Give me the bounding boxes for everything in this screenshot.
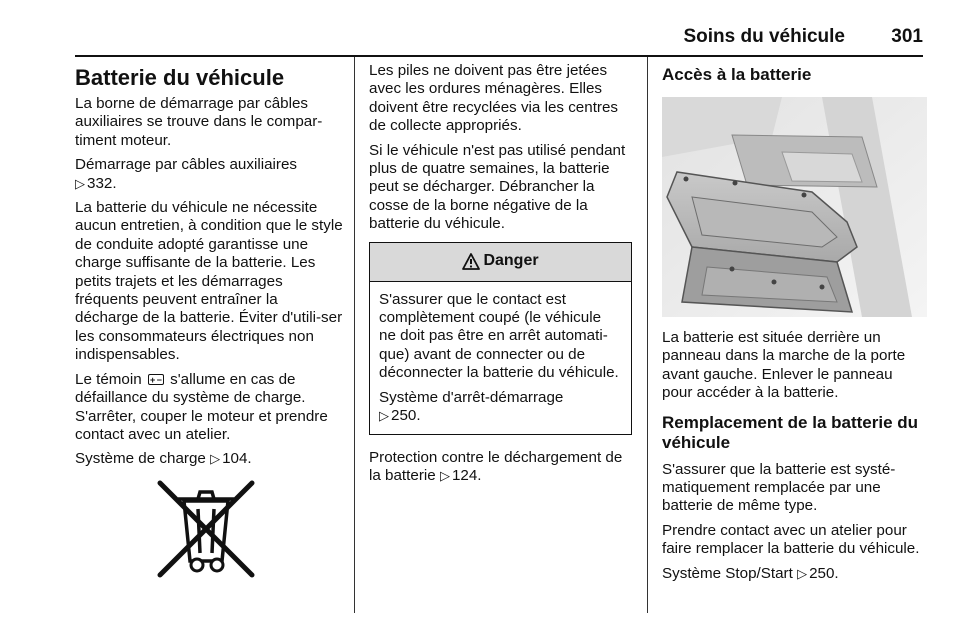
danger-header (370, 243, 631, 282)
danger-body (370, 282, 631, 434)
ref-page: 250. (391, 407, 421, 425)
ref-label: Système d'arrêt-démarrage (379, 388, 564, 406)
ref-label: Système de charge (75, 450, 206, 468)
header-rule (75, 55, 923, 57)
reference-arrow-icon: ▷ (210, 451, 221, 467)
chapter-title: Soins du véhicule (683, 26, 845, 47)
cross-reference[interactable] (75, 156, 343, 193)
reference-arrow-icon: ▷ (439, 467, 450, 483)
ref-label: Système Stop/Start (662, 564, 793, 582)
crossed-out-bin-icon (154, 479, 259, 579)
cross-reference[interactable] (75, 450, 343, 468)
column-2 (369, 62, 637, 491)
danger-text: S'assurer que le contact est complètement coupé (le véhicule ne doit pas être en arrêt automati-que) avant de connecter ou de déconnecter la batterie du véhicule. (379, 290, 619, 382)
door-step-illustration (662, 97, 927, 317)
column-3 (662, 62, 927, 589)
column-1 (75, 62, 343, 579)
danger-box (369, 242, 632, 435)
reference-arrow-icon: ▷ (379, 408, 389, 424)
ref-page: 332. (87, 174, 117, 192)
ref-page: 250. (809, 564, 839, 582)
reference-arrow-icon: ▷ (797, 565, 808, 581)
reference-arrow-icon: ▷ (75, 175, 85, 191)
ref-page: 104. (222, 450, 252, 468)
column-divider-2 (647, 57, 648, 613)
page-number: 301 (891, 26, 923, 47)
cross-reference[interactable] (379, 389, 621, 426)
ref-page: 124. (451, 466, 482, 484)
battery-warning-lamp-icon (148, 374, 164, 385)
cross-reference[interactable] (369, 449, 637, 486)
paragraph: La batterie du véhicule ne nécessite aucun entretien, à condition que le style de conduite adopté garantisse une charge suffisante de la batterie. Les petits trajets et les démarrages fréquents peuvent entraîner la décharge de la batterie. Éviter d'utili-ser les consommateurs électriques non indispensables. (75, 199, 343, 364)
paragraph: Le témoin + − s'allume en cas de défaillance du système de charge. S'arrêter, couper le moteur et prendre contact avec un atelier. (75, 371, 343, 445)
column-divider-1 (354, 57, 355, 613)
ref-label: Protection contre le déchargement de la batterie (369, 448, 623, 484)
ref-label: Démarrage par câbles auxiliaires (75, 156, 298, 174)
cross-reference[interactable] (662, 565, 927, 583)
section-heading-access: Accès à la batterie (662, 65, 812, 84)
page-header (75, 26, 923, 54)
danger-label: Danger (483, 252, 539, 270)
paragraph: S'assurer que la batterie est systé-matiquement remplacée par une batterie de même type. (662, 460, 896, 515)
paragraph: Prendre contact avec un atelier pour faire remplacer la batterie du véhicule. (662, 521, 920, 558)
warning-triangle-icon (462, 253, 480, 270)
section-heading-replacement: Remplacement de la batterie du véhicule (662, 412, 919, 452)
section-heading-battery: Batterie du véhicule (75, 65, 285, 90)
paragraph: La batterie est située derrière un panneau dans la marche de la porte avant gauche. Enlever le panneau pour accéder à la batterie. (662, 329, 906, 402)
paragraph: La borne de démarrage par câbles auxiliaires se trouve dans le compar-timent moteur. (75, 95, 323, 149)
paragraph: Les piles ne doivent pas être jetées avec les ordures ménagères. Elles doivent être recyclées via les centres de collecte appropriés. (369, 62, 619, 135)
paragraph: Si le véhicule n'est pas utilisé pendant plus de quatre semaines, la batterie peut se décharger. Débrancher la cosse de la borne négative de la batterie du véhicule. (369, 141, 626, 233)
